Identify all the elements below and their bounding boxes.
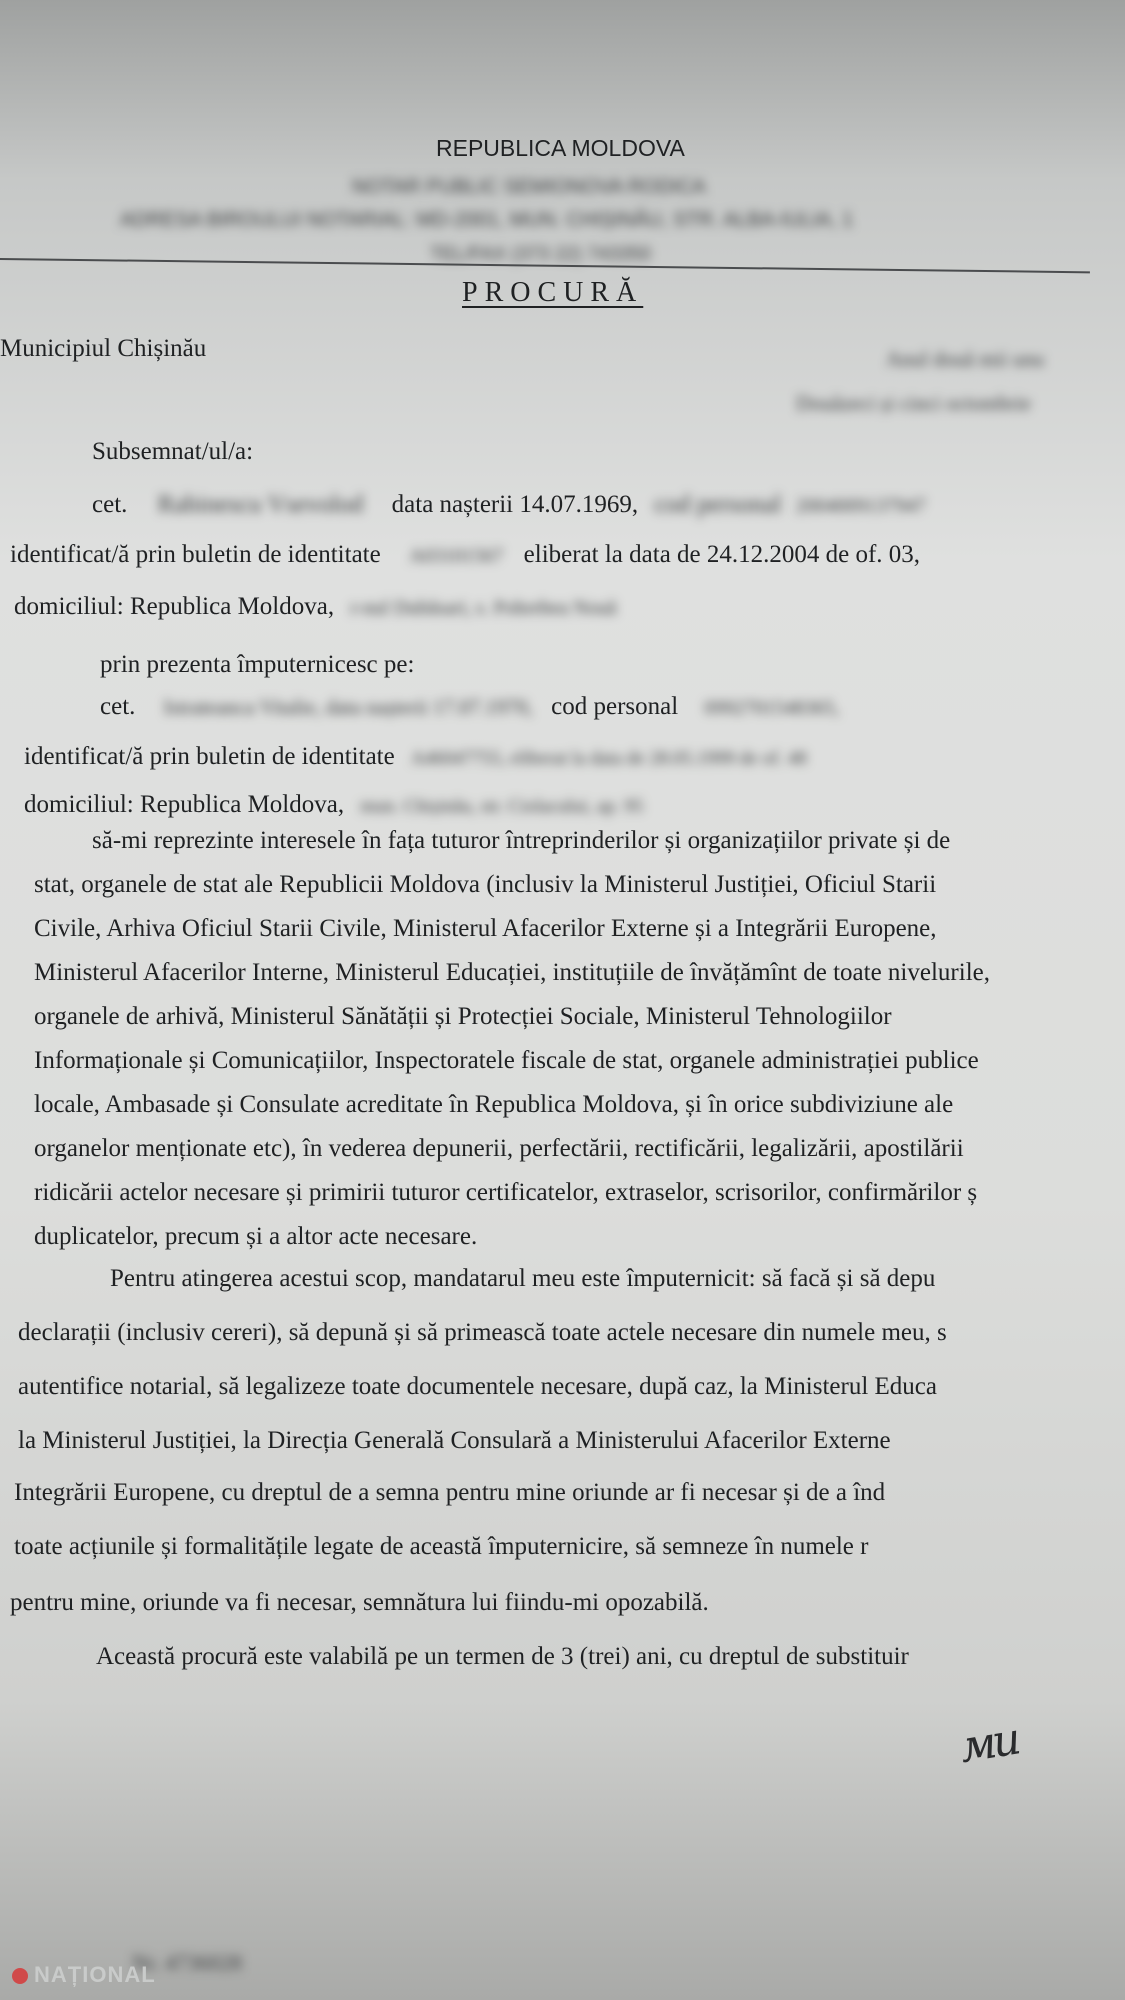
principal-line-2 [10, 540, 920, 571]
bottom-code: Nr. 4736028 [132, 1950, 242, 1975]
logo-icon [12, 1968, 28, 1984]
principal-id: A03101567 [408, 545, 504, 567]
para2-line: pentru mine, oriunde va fi necesar, semnătura lui fiindu-mi opozabilă. [10, 1589, 709, 1616]
para2-line: declarații (inclusiv cereri), să depună și să primească toate actele necesare din numele meu, s [18, 1319, 947, 1346]
agent-line-1 [100, 692, 839, 723]
para1-line: să-mi reprezinte interesele în fața tuturor întreprinderilor și organizațiilor private și de [92, 827, 951, 854]
para2-line: Pentru atingerea acestui scop, mandatarul meu este împuternicit: să facă și să depu [110, 1265, 936, 1292]
para1-line: organele de arhivă, Ministerul Sănătății și Protecției Sociale, Ministerul Tehnologiilor [34, 1003, 892, 1030]
agent-domicile-label: domiciliul: Republica Moldova, [24, 791, 345, 818]
place: Municipiul Chișinău [0, 335, 207, 362]
para1-line: ridicării actelor necesare și primirii tuturor certificatelor, extraselor, scrisorilor, confirmărilor ș [34, 1179, 978, 1206]
para1-line: stat, organele de stat ale Republicii Moldova (inclusiv la Ministerul Justiției, Oficiul Starii [34, 871, 937, 898]
principal-prefix: cet. [92, 491, 128, 518]
signature: ми [956, 1713, 1021, 1774]
principal-domicile: r-nul Dubăsari, s. Pohrebea Nouă [350, 597, 617, 619]
para1-line: Ministerul Afacerilor Interne, Ministerul Educației, instituțiile de învățămînt de toate nivelurile, [34, 959, 990, 986]
agent-id: A46047755, eliberat la data de 28.05.1999 de of. 48 [410, 748, 807, 769]
header-phone: TEL/FAX (373 22) 743350 [430, 244, 651, 265]
agent-line-3 [24, 790, 643, 822]
date-line-2: Douăzeci și cinci octombrie [796, 391, 1031, 415]
agent-line-2 [24, 742, 807, 774]
agent-code-label: cod personal [551, 693, 679, 720]
principal-id-label: identificat/ă prin buletin de identitate [10, 541, 381, 568]
principal-name: Rabinescu Vsevolod [157, 491, 364, 518]
principal-line-1 [92, 490, 926, 521]
intro-line: Subsemnat/ul/a: [92, 438, 254, 465]
agent-prefix: cet. [100, 693, 136, 720]
para2-line: la Ministerul Justiției, la Direcția Generală Consulară a Ministerului Afacerilor Externe [18, 1427, 891, 1454]
para1-line: organelor menționate etc), în vederea depunerii, perfectării, rectificării, legalizării, apostilării [34, 1135, 964, 1162]
principal-line-3 [14, 592, 617, 623]
principal-domicile-label: domiciliul: Republica Moldova, [14, 593, 335, 620]
header-address: ADRESA BIROULUI NOTARIAL: MD-2001, MUN. CHIȘINĂU, STR. ALBA-IULIA, 1 [120, 209, 854, 231]
principal-code: 2004009137947 [795, 495, 926, 517]
header-country: REPUBLICA MOLDOVA [436, 135, 685, 161]
principal-issued: eliberat la data de 24.12.2004 de of. 03, [523, 541, 921, 568]
validity-line: Această procură este valabilă pe un termen de 3 (trei) ani, cu dreptul de substituir [96, 1643, 909, 1670]
agent-domicile: mun. Chișinău, str. Ciolacului, ap. 95 [360, 796, 644, 817]
agent-name: Istrateanca Vitalie, data nașterii 17.07.1970, [163, 695, 533, 719]
principal-birth: data nașterii 14.07.1969, [391, 491, 639, 518]
agent-code: 0992701548365, [704, 697, 840, 719]
watermark-logo [12, 1962, 156, 1988]
para1-line: Civile, Arhiva Oficiul Starii Civile, Ministerul Afacerilor Externe și a Integrării Europene, [34, 915, 937, 942]
para1-line: locale, Ambasade și Consulate acreditate în Republica Moldova, și în orice subdiviziune ale [34, 1091, 954, 1118]
agent-id-label: identificat/ă prin buletin de identitate [24, 743, 395, 770]
para1-line: Informaționale și Comunicațiilor, Inspectoratele fiscale de stat, organele administrației publice [34, 1047, 979, 1074]
watermark-text: NAȚIONAL [34, 1962, 156, 1987]
empower-line: prin prezenta împuternicesc pe: [100, 651, 415, 678]
para2-line: toate acțiunile și formalitățile legate de această împuternicire, să semneze în numele r [14, 1533, 869, 1560]
document-title: PROCURĂ [462, 277, 644, 308]
principal-code-label: cod personal [654, 491, 782, 518]
para2-line: Integrării Europene, cu dreptul de a semna pentru mine oriunde ar fi necesar și de a înd [14, 1479, 886, 1506]
para1-line: duplicatelor, precum și a altor acte necesare. [34, 1223, 478, 1250]
header-notary: NOTAR PUBLIC SEMIONOVA RODICA [352, 176, 706, 198]
date-line-1: Anul două mii unu [886, 347, 1045, 371]
para2-line: autentifice notarial, să legalizeze toate documentele necesare, după caz, la Ministerul Educa [18, 1373, 937, 1400]
